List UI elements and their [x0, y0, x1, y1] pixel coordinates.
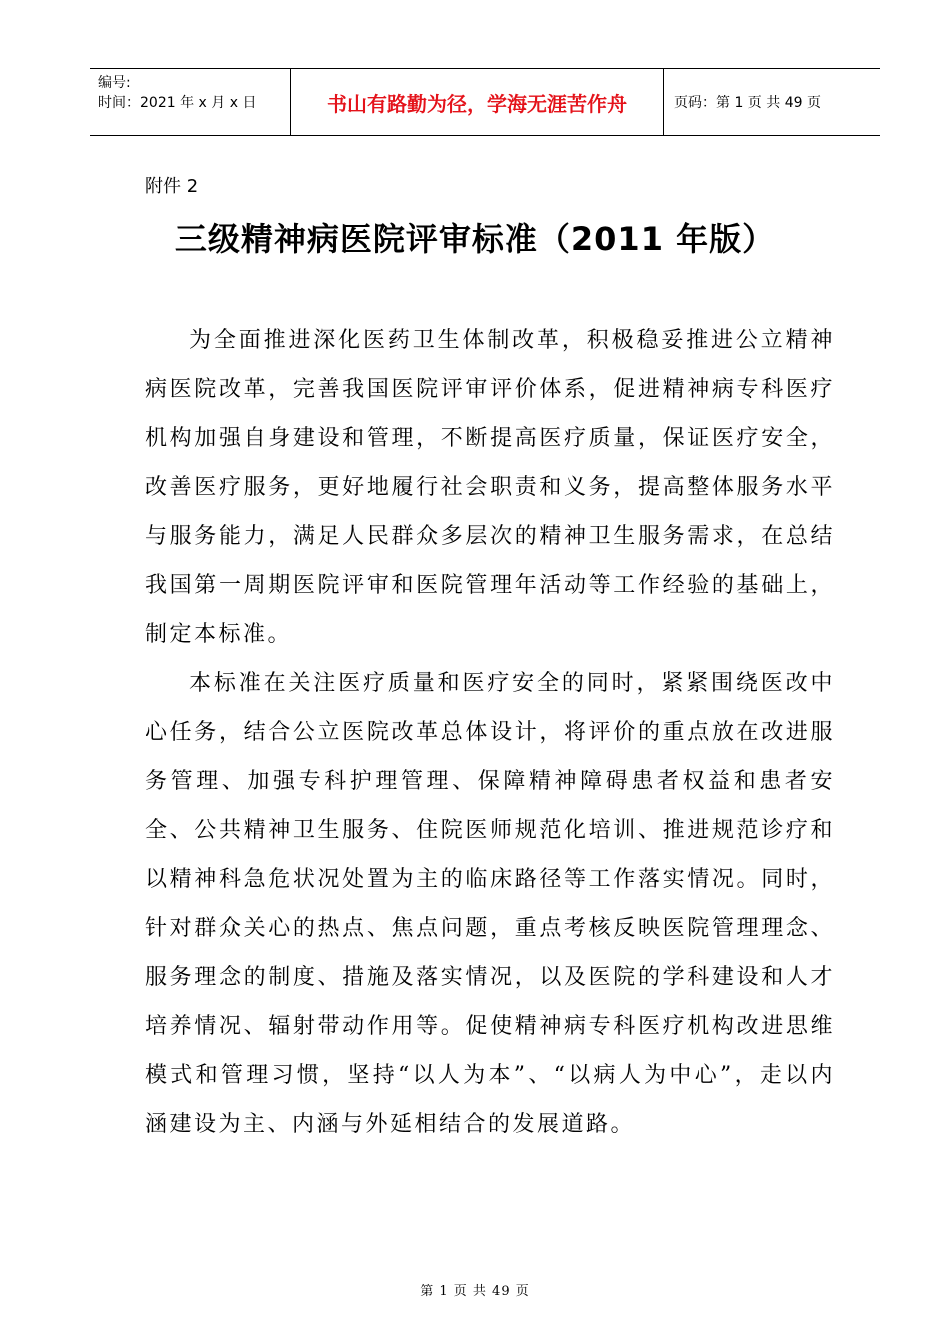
header-motto: 书山有路勤为径，学海无涯苦作舟	[291, 69, 664, 135]
document-body	[145, 316, 835, 1149]
header-page-label: 页码：第 1 页 共 49 页	[674, 95, 821, 111]
document-title: 三级精神病医院评审标准（2011 年版）	[174, 220, 776, 258]
header-meta	[90, 69, 291, 135]
doc-number-label: 编号:	[98, 75, 131, 91]
page-footer: 第 1 页 共 49 页	[420, 1284, 530, 1299]
body-paragraph: 本标准在关注医疗质量和医疗安全的同时，紧紧围绕医改中心任务，结合公立医院改革总体设计，将评价的重点放在改进服务管理、加强专科护理管理、保障精神障碍患者权益和患者安全、公共精神卫生服务、住院医师规范化培训、推进规范诊疗和以精神科急危状况处置为主的临床路径等工作落实情况。同时，针对群众关心的热点、焦点问题，重点考核反映医院管理理念、服务理念的制度、措施及落实情况，以及医院的学科建设和人才培养情况、辐射带动作用等。促使精神病专科医疗机构改进思维模式和管理习惯，坚持“以人为本”、“以病人为中心”，走以内涵建设为主、内涵与外延相结合的发展道路。	[145, 671, 835, 1137]
page-header	[90, 68, 880, 136]
body-paragraph: 为全面推进深化医药卫生体制改革，积极稳妥推进公立精神病医院改革，完善我国医院评审评价体系，促进精神病专科医疗机构加强自身建设和管理，不断提高医疗质量，保证医疗安全，改善医疗服务，更好地履行社会职责和义务，提高整体服务水平与服务能力，满足人民群众多层次的精神卫生服务需求，在总结我国第一周期医院评审和医院管理年活动等工作经验的基础上，制定本标准。	[145, 328, 835, 647]
attachment-label: 附件 2	[145, 176, 199, 197]
doc-time-label: 时间：2021 年 x 月 x 日	[98, 95, 257, 111]
